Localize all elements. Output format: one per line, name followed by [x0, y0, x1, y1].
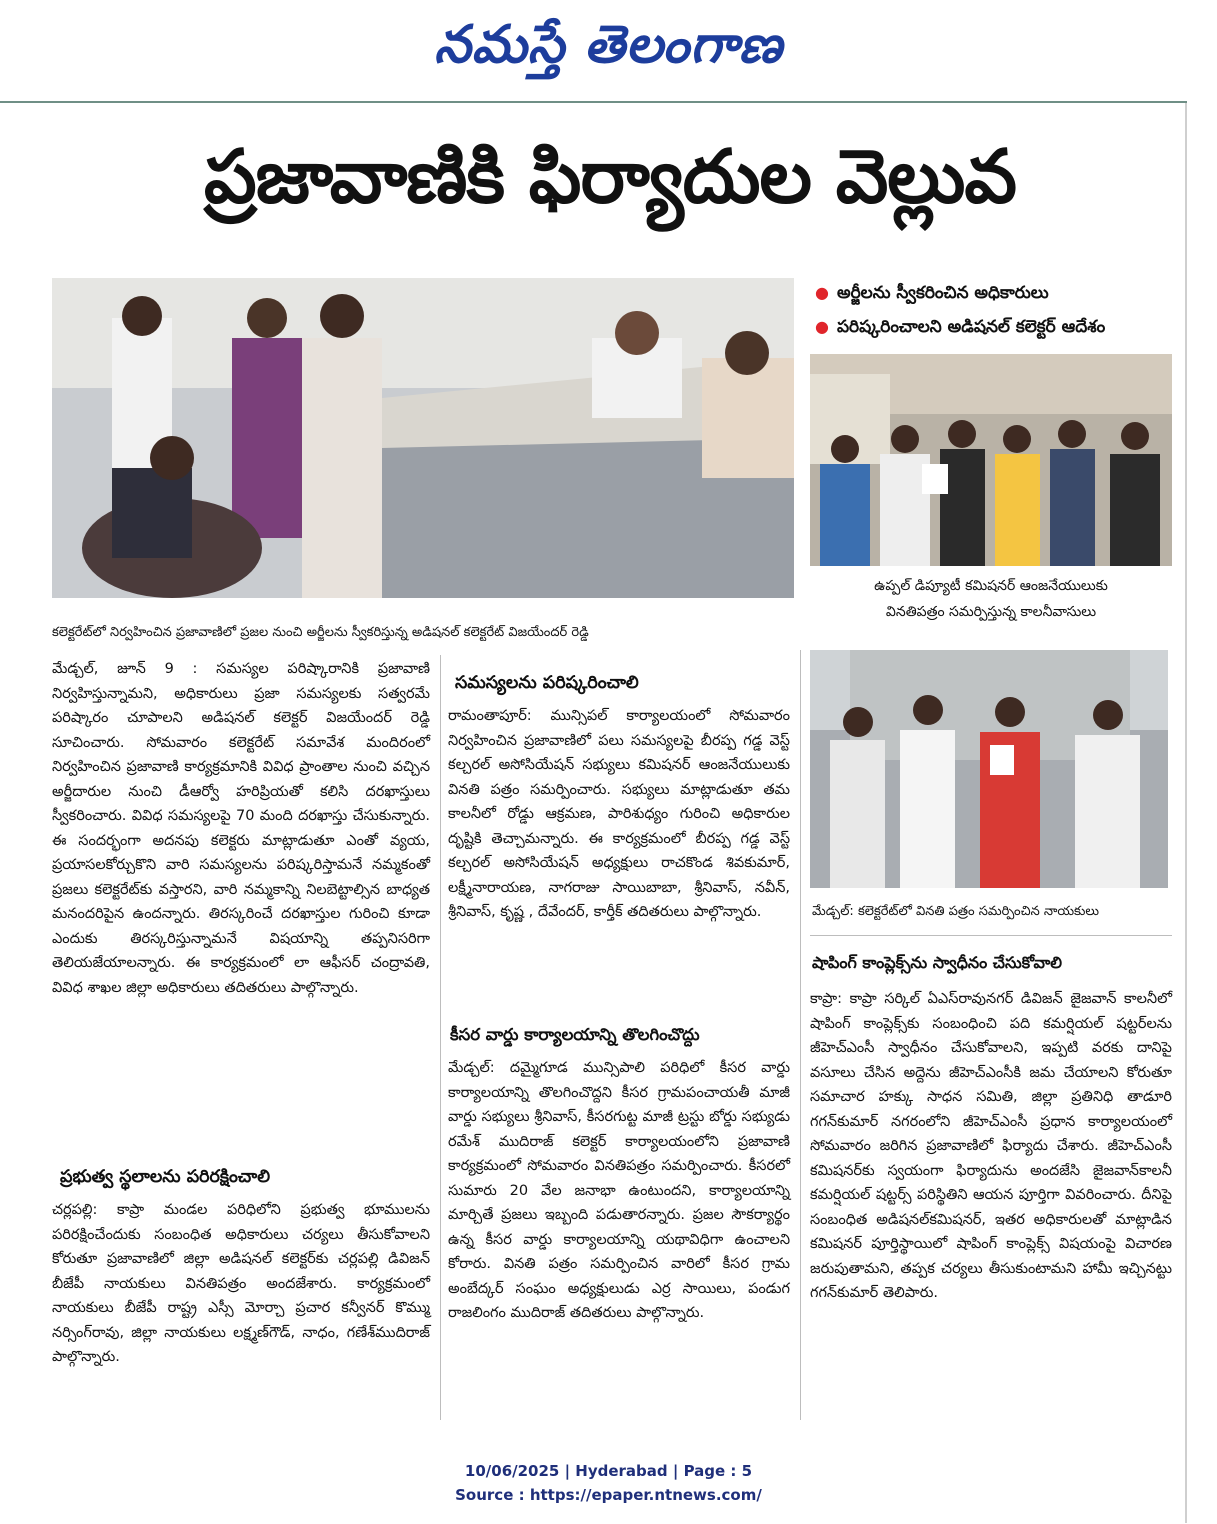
article-govt-land	[52, 1198, 430, 1428]
article-keesara	[448, 1056, 790, 1426]
masthead	[0, 0, 1217, 100]
column-divider	[800, 650, 801, 1420]
article-main-body: మేడ్చల్, జూన్ 9 : సమస్యల పరిష్కారానికి ప్రజావాణి నిర్వహిస్తున్నామని, అధికారులు ప్రజా సమస్యలకు సత్వరమే పరిష్కారం చూపాలని అడిషనల్ కలెక్టర్ విజయేందర్ రెడ్డి సూచించారు. సోమవారం కలెక్టరేట్ సమావేశ మందిరంలో నిర్వహించిన ప్రజావాణి కార్యక్రమానికి వివిధ ప్రాంతాల నుంచి వచ్చిన అర్జీదారుల నుంచి డీఆర్వో హరిప్రియతో కలిసి దరఖాస్తులు స్వీకరించారు. వివిధ సమస్యలపై 70 మంది దరఖాస్తు చేసుకున్నారు. ఈ సందర్భంగా అదనపు కలెక్టరు మాట్లాడుతూ ఎంతో వ్యయ, ప్రయాసలకోర్చుకొని వారి సమస్యలను పరిష్కరిస్తామనే నమ్మకంతో ప్రజలు కలెక్టరేట్‌కు వస్తారని, వారి నమ్మకాన్ని నిలబెట్టాల్సిన బాధ్యత మనందరిపైన ఉందన్నారు. తిరస్కరించే దరఖాస్తుల గురించి కూడా ఎందుకు తిరస్కరిస్తున్నామనే విషయాన్ని తప్పనిసరిగా తెలియజేయాలన్నారు. ఈ కార్యక్రమంలో లా ఆఫీసర్ చంద్రావతి, వివిధ శాఖల జిల్లా అధికారులు తదితరులు పాల్గొన్నారు.	[52, 661, 430, 996]
masthead-divider	[0, 101, 1187, 103]
article-govt-land-body: చర్లపల్లి: కాప్రా మండల పరిధిలోని ప్రభుత్వ భూములను పరిరక్షించేందుకు సంబంధిత అధికారులు చర్యలు తీసుకోవాలని కోరుతూ ప్రజావాణిలో జిల్లా అడిషనల్ కలెక్టర్‌కు చర్లపల్లి డివిజన్ బీజేపీ నాయకులు వినతిపత్రం అందజేశారు. కార్యక్రమంలో నాయకులు బీజేపీ రాష్ట్ర ఎస్సీ మోర్చా ప్రచార కన్వీనర్ కొమ్ము నర్సింగ్‌రావు, జిల్లా నాయకులు లక్ష్మణ్‌గౌడ్, నాధం, గణేశ్‌ముదిరాజ్ పాల్గొన్నారు.	[52, 1202, 430, 1365]
page-headline: ప్రజావాణికి ఫిర్యాదుల వెల్లువ	[203, 134, 1016, 220]
article-shopping	[810, 987, 1172, 1427]
main-photo	[52, 278, 794, 598]
masthead-logo: నమస్తే తెలంగాణ	[434, 14, 783, 75]
heading-govt-land: ప్రభుత్వ స్థలాలను పరిరక్షించాలి	[60, 1167, 271, 1187]
page-edge-rule	[1185, 103, 1187, 1523]
footer-date-line: 10/06/2025 | Hyderabad | Page : 5	[464, 1462, 753, 1480]
bullet-1: ● అర్జీలను స్వీకరించిన అధికారులు	[815, 283, 1049, 303]
article-problems-body: రామంతాపూర్: మున్సిపల్ కార్యాలయంలో సోమవారం నిర్వహించిన ప్రజావాణిలో పలు సమస్యలపై బీరప్ప గడ్డ వెస్ట్ కల్చరల్ అసోసియేషన్ సభ్యులు కమిషనర్ ఆంజనేయులుకు వినతి పత్రం సమర్పించారు. సభ్యులు మాట్లాడుతూ తమ కాలనీలో రోడ్డు ఆక్రమణ, పారిశుధ్యం గురించి అధికారుల దృష్టికి తెచ్చామన్నారు. ఈ కార్యక్రమంలో బీరప్ప గడ్డ వెస్ట్ కల్చరల్ అసోసియేషన్ అధ్యక్షులు రాచకొండ శివకుమార్, లక్ష్మీనారాయణ, నాగరాజు సాయిబాబా, శ్రీనివాస్, నవీన్, శ్రీనివాస్, కృష్ణ , దేవేందర్, కార్తీక్ తదితరులు పాల్గొన్నారు.	[448, 708, 790, 920]
heading-problems: సమస్యలను పరిష్కరించాలి	[455, 673, 639, 693]
photo-medchal-caption: మేడ్చల్: కలెక్టరేట్‌లో వినతి పత్రం సమర్పించిన నాయకులు	[812, 904, 1100, 919]
bullet-dot-icon: ●	[815, 283, 829, 302]
column-divider	[440, 655, 441, 1420]
main-photo-caption: కలెక్టరేట్‌లో నిర్వహించిన ప్రజావాణిలో ప్రజల నుంచి అర్జీలను స్వీకరిస్తున్న అడిషనల్ కలెక్టరేట్ విజయేందర్ రెడ్డి	[52, 625, 589, 640]
photo-medchal-leaders	[810, 650, 1168, 888]
article-main	[52, 657, 430, 1177]
article-shopping-body: కాప్రా: కాప్రా సర్కిల్ ఏఎస్‌రావునగర్ డివిజన్ జైజవాన్ కాలనీలో షాపింగ్ కాంప్లెక్స్‌కు సంబంధించి పది కమర్షియల్ షట్టర్‌లను జీహెచ్‌ఎంసీ స్వాధీనం చేసుకోవాలని, ఇప్పటి వరకు దానిపై వసూలు చేసిన అద్దెను జీహెచ్‌ఎంసీకి జమ చేయాలని కోరుతూ సమాచార హక్కు సాధన సమితి, జిల్లా ప్రతినిధి తాడూరి గగన్‌కుమార్ నగరంలోని జీహెచ్‌ఎంసీ ప్రధాన కార్యాలయంలో సోమవారం జరిగిన ప్రజావాణిలో ఫిర్యాదు చేశారు. జీహెచ్‌ఎంసీ కమిషనర్‌కు స్వయంగా ఫిర్యాదును అందజేసి జైజవాన్‌కాలనీ కమర్షియల్ షట్టర్స్ పరిస్థితిని ఆయన పూర్తిగా వివరించారు. దీనిపై సంబంధిత అడిషనల్‌కమిషనర్, ఇతర అధికారులతో మాట్లాడిన కమిషనర్ పూర్తిస్థాయిలో షాపింగ్ కాంప్లెక్స్ విషయంపై విచారణ జరుపుతామని, తప్పక చర్యలు తీసుకుంటామని హామీ ఇచ్చినట్టు గగన్‌కుమార్ తెలిపారు.	[810, 991, 1172, 1301]
heading-keesara: కీసర వార్డు కార్యాలయాన్ని తొలగించొద్దు	[450, 1025, 700, 1044]
photo-uppal	[810, 354, 1172, 566]
article-problems	[448, 704, 790, 1014]
section-divider	[810, 935, 1172, 936]
article-keesara-body: మేడ్చల్: దమ్మైగూడ మున్సిపాలి పరిధిలో కీసర వార్డు కార్యాలయాన్ని తొలగించొద్దని కీసర గ్రామపంచాయతీ మాజీ వార్డు సభ్యులు శ్రీనివాస్, కీసరగుట్ట మాజీ ట్రస్టు బోర్డు సభ్యుడు రమేశ్ ముదిరాజ్ కలెక్టర్ కార్యాలయంలోని ప్రజావాణి కార్యక్రమంలో సోమవారం వినతిపత్రం సమర్పించారు. కీసరలో సుమారు 20 వేల జనాభా ఉంటుందని, కార్యాలయాన్ని మార్చితే ప్రజలు ఇబ్బంది పడుతారన్నారు. ప్రజల సౌకర్యార్థం ఉన్న కీసర వార్డు కార్యాలయాన్ని యథావిధిగా ఉంచాలని కోరారు. వినతి పత్రం సమర్పించిన వారిలో కీసర గ్రామ అంబేద్కర్ సంఘం అధ్యక్షులుడు ఎర్ర సాయిలు, పండుగ రాజలింగం ముదిరాజ్ తదితరులు పాల్గొన్నారు.	[448, 1060, 790, 1321]
page-footer	[0, 1459, 1217, 1507]
footer-source-line: Source : https://epaper.ntnews.com/	[455, 1486, 762, 1504]
photo-uppal-caption: ఉప్పల్ డిప్యూటీ కమిషనర్ ఆంజనేయులుకు వినతిపత్రం సమర్పిస్తున్న కాలనీవాసులు	[874, 578, 1108, 620]
heading-shopping: షాపింగ్ కాంప్లెక్స్‌ను స్వాధీనం చేసుకోవాలి	[812, 953, 1062, 972]
bullet-dot-icon: ●	[815, 317, 829, 336]
bullet-2: ● పరిష్కరించాలని అడిషనల్ కలెక్టర్ ఆదేశం	[815, 317, 1106, 337]
